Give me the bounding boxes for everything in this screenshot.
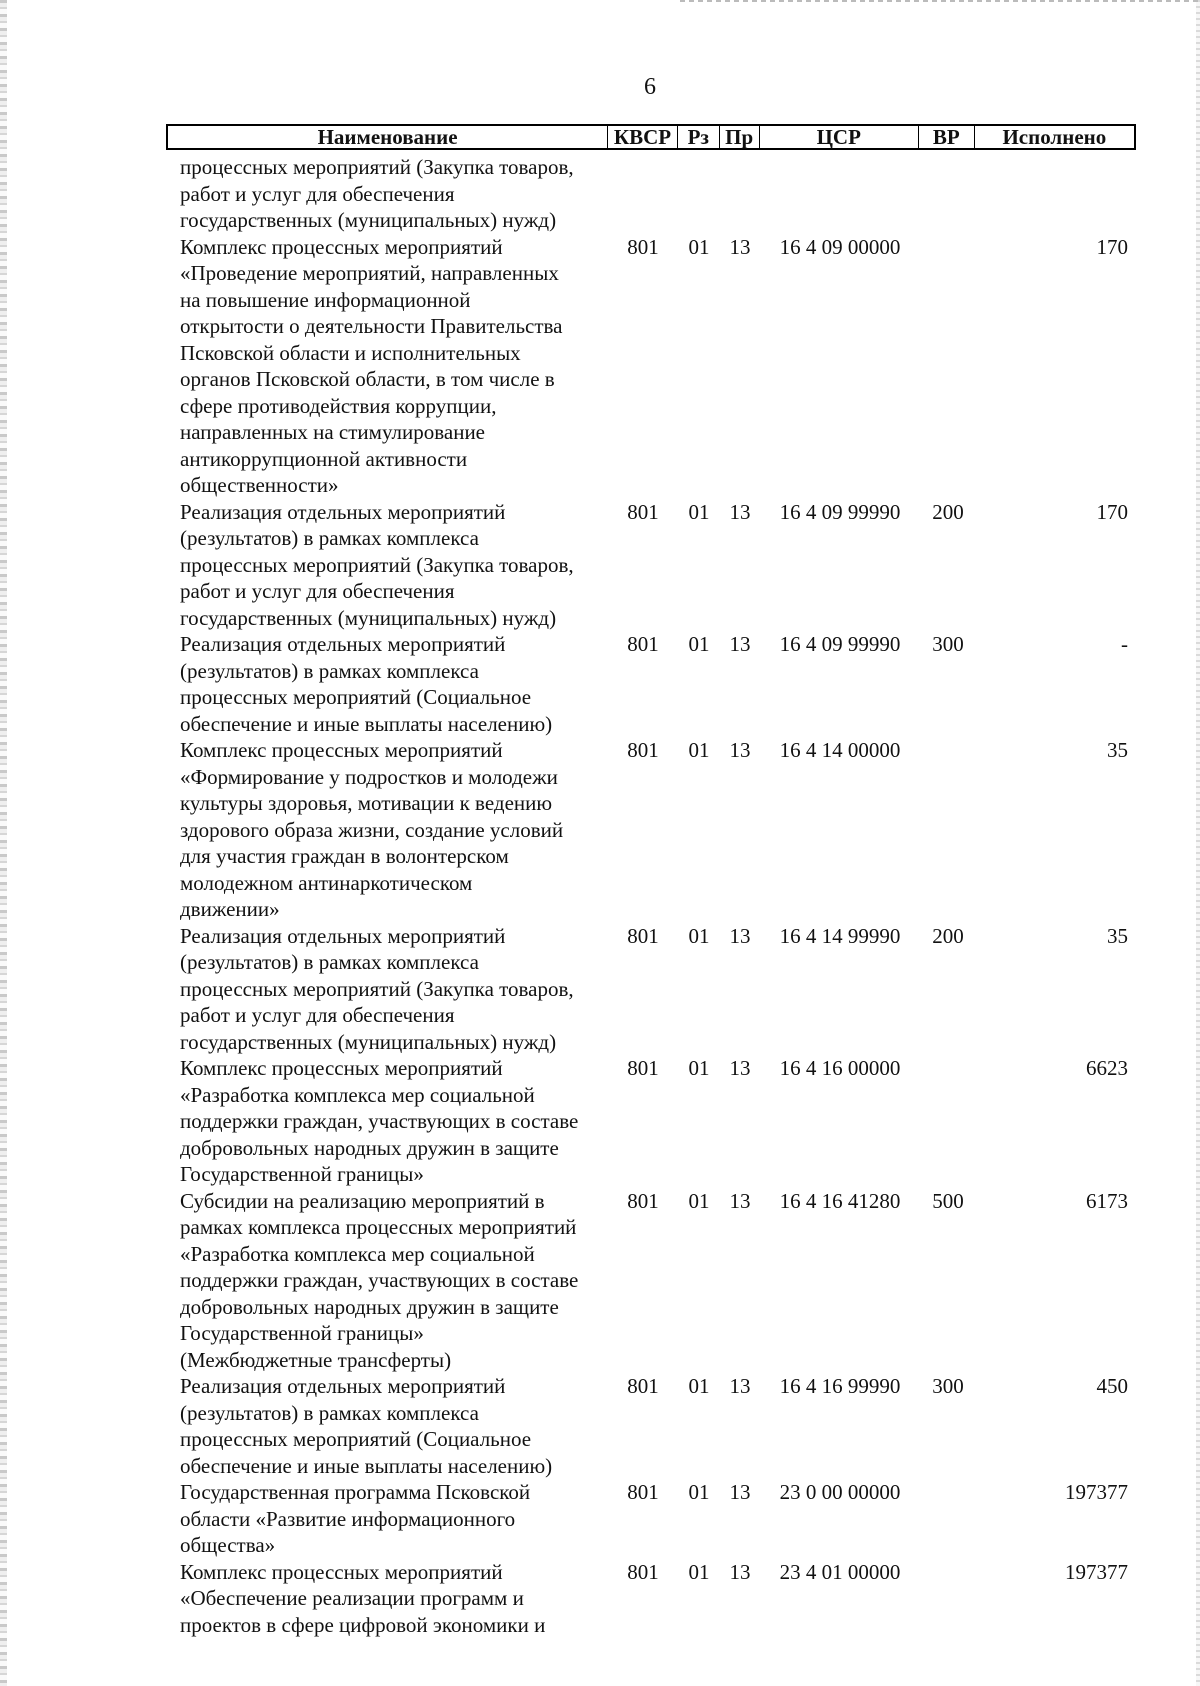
row-name-line: Государственной границы» (180, 1321, 424, 1345)
row-name-line: общества» (180, 1533, 276, 1557)
row-name-line: обеспечение и иные выплаты населению) (180, 711, 553, 736)
row-name-line: на повышение информационной (180, 287, 471, 312)
row-executed: 170 (1096, 234, 1128, 259)
row-name-line: Псковской области и исполнительных (180, 340, 521, 365)
row-name (166, 923, 608, 1056)
row-name-line: сфере противодействия коррупции, (180, 393, 497, 418)
row-name-line: органов Псковской области, в том числе в (180, 367, 555, 391)
header-kvsr: КВСР (608, 126, 678, 148)
row-kvsr (608, 154, 678, 234)
header-vr: ВР (919, 126, 975, 148)
table-row (166, 631, 1136, 737)
row-kvsr: 801 (627, 499, 659, 524)
row-name-line: для участия граждан в волонтерском (180, 844, 509, 868)
row-executed: 35 (1107, 923, 1128, 948)
table-row (166, 1479, 1136, 1559)
row-name-line: «Обеспечение реализации программ и (180, 1586, 524, 1610)
row-vr (920, 234, 976, 499)
row-csr: 16 4 14 99990 (779, 923, 901, 948)
row-name (166, 1188, 608, 1374)
row-kvsr: 801 (627, 1374, 659, 1398)
row-rz: 01 (688, 1480, 710, 1504)
row-name-line: работ и услуг для обеспечения (180, 579, 455, 603)
row-name (166, 1559, 608, 1639)
header-csr: ЦСР (760, 126, 919, 148)
row-name-line: государственных (муниципальных) нужд) (180, 1029, 557, 1054)
header-pr: Пр (720, 126, 760, 148)
row-csr: 16 4 16 99990 (779, 1374, 901, 1398)
row-rz: 01 (688, 234, 710, 259)
row-kvsr: 801 (627, 234, 659, 259)
row-executed: 35 (1107, 738, 1128, 762)
row-name-line: движении» (180, 897, 280, 921)
row-name-line: области «Развитие информационного (180, 1506, 516, 1531)
row-rz: 01 (688, 1056, 710, 1080)
budget-table (166, 124, 1136, 1638)
row-name-line: Государственной границы» (180, 1162, 424, 1186)
row-name-line: государственных (муниципальных) нужд) (180, 605, 557, 630)
row-pr: 13 (729, 738, 751, 762)
table-header-row (166, 124, 1136, 150)
row-name-line: Реализация отдельных мероприятий (180, 923, 506, 948)
row-kvsr: 801 (627, 1188, 659, 1213)
row-vr (920, 1559, 976, 1639)
row-name-line: обеспечение и иные выплаты населению) (180, 1453, 553, 1478)
row-kvsr: 801 (627, 1480, 659, 1504)
row-pr: 13 (729, 1056, 751, 1080)
table-row (166, 154, 1136, 234)
scan-edge-right (1196, 0, 1200, 1686)
row-name-line: культуры здоровья, мотивации к ведению (180, 791, 553, 815)
row-csr (760, 154, 920, 234)
row-name (166, 737, 608, 923)
table-row (166, 499, 1136, 632)
row-vr: 200 (932, 923, 964, 948)
row-rz: 01 (688, 499, 710, 524)
table-body (166, 154, 1136, 1638)
scan-top-line (680, 0, 1200, 2)
row-name-line: Комплекс процессных мероприятий (180, 1559, 503, 1584)
header-name: Наименование (168, 126, 608, 148)
row-name (166, 499, 608, 632)
row-csr: 16 4 16 00000 (779, 1056, 901, 1080)
row-csr: 16 4 09 99990 (779, 632, 901, 656)
row-kvsr: 801 (627, 738, 659, 762)
row-executed: 450 (1096, 1374, 1128, 1398)
row-name-line: (результатов) в рамках комплекса (180, 526, 479, 550)
row-name-line: Комплекс процессных мероприятий (180, 738, 503, 762)
row-rz: 01 (688, 738, 710, 762)
row-name-line: процессных мероприятий (Социальное (180, 1427, 532, 1451)
row-name (166, 1479, 608, 1559)
row-name-line: направленных на стимулирование (180, 420, 486, 444)
row-name-line: добровольных народных дружин в защите (180, 1135, 559, 1160)
row-name (166, 631, 608, 737)
row-name-line: «Проведение мероприятий, направленных (180, 261, 559, 285)
row-kvsr: 801 (627, 632, 659, 656)
row-kvsr: 801 (627, 923, 659, 948)
row-name-line: Реализация отдельных мероприятий (180, 499, 506, 524)
row-name-line: (Межбюджетные трансферты) (180, 1347, 452, 1372)
row-kvsr: 801 (627, 1559, 659, 1584)
row-name-line: работ и услуг для обеспечения (180, 181, 455, 206)
row-name-line: проектов в сфере цифровой экономики и (180, 1612, 546, 1637)
row-csr: 16 4 14 00000 (779, 738, 901, 762)
row-name (166, 234, 608, 499)
row-vr: 300 (932, 632, 964, 656)
row-pr (720, 154, 760, 234)
table-row (166, 1055, 1136, 1188)
row-name (166, 1373, 608, 1479)
row-rz: 01 (688, 1188, 710, 1213)
row-pr: 13 (729, 1374, 751, 1398)
row-name-line: работ и услуг для обеспечения (180, 1003, 455, 1027)
row-name-line: Реализация отдельных мероприятий (180, 632, 506, 656)
row-name-line: «Разработка комплекса мер социальной (180, 1241, 535, 1266)
row-csr: 16 4 16 41280 (779, 1188, 901, 1213)
table-row (166, 1373, 1136, 1479)
row-vr (920, 1479, 976, 1559)
row-rz: 01 (688, 1559, 710, 1584)
row-name-line: (результатов) в рамках комплекса (180, 950, 479, 974)
row-name-line: Комплекс процессных мероприятий (180, 234, 503, 259)
row-vr (920, 1055, 976, 1188)
row-executed: 197377 (1065, 1559, 1128, 1584)
row-name-line: процессных мероприятий (Закупка товаров, (180, 552, 574, 577)
row-name-line: поддержки граждан, участвующих в составе (180, 1268, 579, 1292)
table-row (166, 234, 1136, 499)
row-name-line: антикоррупционной активности (180, 446, 468, 471)
page-number: 6 (644, 74, 656, 100)
row-rz: 01 (688, 923, 710, 948)
table-row (166, 737, 1136, 923)
row-name-line: (результатов) в рамках комплекса (180, 658, 479, 683)
row-executed: - (1121, 632, 1128, 656)
row-name-line: (результатов) в рамках комплекса (180, 1400, 479, 1425)
row-executed: 197377 (1065, 1480, 1128, 1504)
row-name-line: государственных (муниципальных) нужд) (180, 208, 557, 232)
row-pr: 13 (729, 632, 751, 656)
header-executed: Исполнено (1002, 124, 1107, 149)
row-name-line: Реализация отдельных мероприятий (180, 1374, 506, 1398)
row-csr: 16 4 09 99990 (779, 499, 901, 524)
row-vr (920, 154, 976, 234)
table-row (166, 1559, 1136, 1639)
row-rz: 01 (688, 632, 710, 656)
row-pr: 13 (729, 1188, 751, 1213)
row-name-line: Комплекс процессных мероприятий (180, 1056, 503, 1080)
row-name-line: процессных мероприятий (Социальное (180, 685, 532, 709)
table-row (166, 923, 1136, 1056)
row-pr: 13 (729, 499, 751, 524)
row-rz (678, 154, 720, 234)
row-name-line: общественности» (180, 473, 339, 497)
row-name (166, 154, 608, 234)
row-name-line: Государственная программа Псковской (180, 1480, 531, 1504)
table-row (166, 1188, 1136, 1374)
row-executed: 170 (1096, 499, 1128, 524)
row-name-line: «Разработка комплекса мер социальной (180, 1082, 535, 1107)
row-vr: 200 (932, 499, 964, 524)
row-name-line: добровольных народных дружин в защите (180, 1294, 559, 1319)
row-name-line: открытости о деятельности Правительства (180, 314, 563, 338)
row-vr: 300 (932, 1374, 964, 1398)
row-name-line: процессных мероприятий (Закупка товаров, (180, 976, 574, 1001)
row-pr: 13 (729, 1480, 751, 1504)
row-name-line: рамках комплекса процессных мероприятий (180, 1215, 577, 1239)
row-executed: 6623 (1086, 1056, 1128, 1080)
row-name-line: «Формирование у подростков и молодежи (180, 764, 558, 789)
row-name-line: процессных мероприятий (Закупка товаров, (180, 155, 574, 179)
row-vr (920, 737, 976, 923)
row-pr: 13 (729, 923, 751, 948)
row-executed: 6173 (1086, 1188, 1128, 1213)
row-csr: 16 4 09 00000 (779, 234, 901, 259)
row-name-line: Субсидии на реализацию мероприятий в (180, 1188, 545, 1213)
row-name-line: здорового образа жизни, создание условий (180, 817, 564, 842)
row-vr: 500 (932, 1188, 964, 1213)
row-rz: 01 (688, 1374, 710, 1398)
row-executed (976, 154, 1136, 234)
scan-edge-left (0, 0, 7, 1686)
row-pr: 13 (729, 1559, 751, 1584)
row-name-line: молодежном антинаркотическом (180, 870, 473, 895)
row-csr: 23 0 00 00000 (779, 1480, 901, 1504)
header-rz: Рз (678, 126, 720, 148)
row-csr: 23 4 01 00000 (779, 1559, 901, 1584)
row-name (166, 1055, 608, 1188)
row-name-line: поддержки граждан, участвующих в составе (180, 1109, 579, 1133)
row-pr: 13 (729, 234, 751, 259)
row-kvsr: 801 (627, 1056, 659, 1080)
